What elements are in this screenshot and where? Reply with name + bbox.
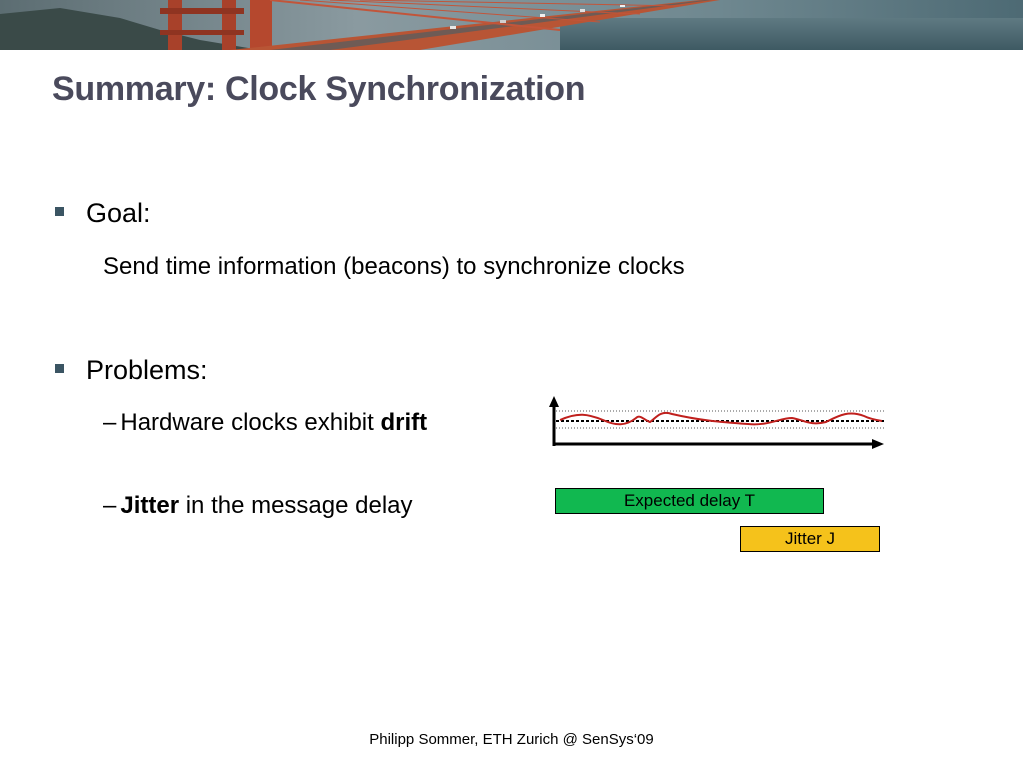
goal-heading: Goal: bbox=[86, 198, 151, 228]
problems-bullet-icon bbox=[55, 364, 64, 373]
drift-diagram bbox=[548, 396, 888, 452]
problem-item-bold: Jitter bbox=[120, 492, 180, 519]
header-banner-image bbox=[0, 0, 1023, 50]
problem-item-jitter bbox=[103, 492, 413, 520]
problem-item-drift bbox=[103, 409, 427, 437]
expected-delay-box: Expected delay T bbox=[555, 488, 824, 514]
jitter-box: Jitter J bbox=[740, 526, 880, 552]
goal-bullet-icon bbox=[55, 207, 64, 216]
dash-icon: – bbox=[103, 409, 117, 436]
dash-icon: – bbox=[103, 492, 117, 519]
problem-item-bold: drift bbox=[380, 409, 428, 436]
drift-curve bbox=[560, 413, 882, 424]
problem-item-text: Hardware clocks exhibit bbox=[120, 409, 381, 436]
slide-title: Summary: Clock Synchronization bbox=[52, 70, 586, 108]
goal-text: Send time information (beacons) to synchronize clocks bbox=[103, 253, 685, 280]
problem-item-text-after: in the message delay bbox=[179, 492, 413, 519]
x-axis-arrow-icon bbox=[554, 439, 884, 449]
slide-footer: Philipp Sommer, ETH Zurich @ SenSys‘09 bbox=[369, 731, 654, 748]
problems-heading: Problems: bbox=[86, 355, 208, 385]
